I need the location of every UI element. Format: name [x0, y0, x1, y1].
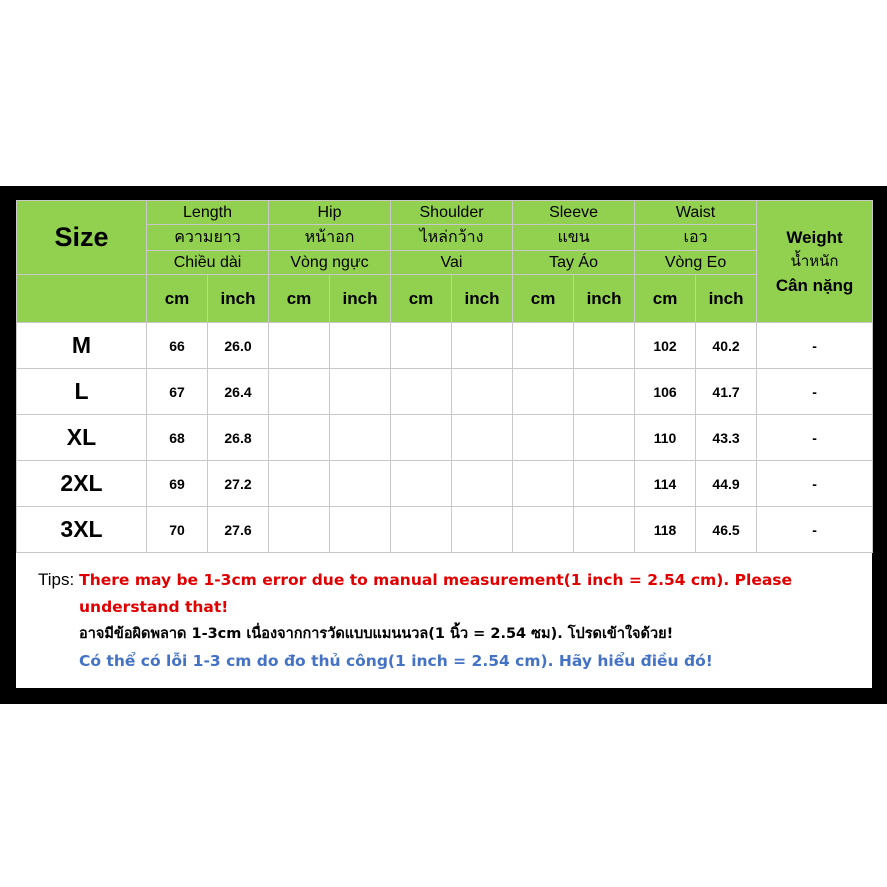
shoulder-inch — [452, 461, 513, 507]
sleeve-cm — [513, 369, 574, 415]
length-cm: 69 — [147, 461, 208, 507]
group-shoulder-th: ไหล่กว้าง — [391, 225, 513, 251]
shoulder-cm — [391, 323, 452, 369]
weight-header-vi: Cân nặng — [775, 275, 854, 295]
sleeve-inch — [574, 369, 635, 415]
hip-inch — [330, 461, 391, 507]
weight-value: - — [757, 323, 873, 369]
tips-en — [38, 566, 858, 594]
group-hip-vi: Vòng ngực — [269, 251, 391, 275]
shoulder-cm — [391, 415, 452, 461]
group-waist-vi: Vòng Eo — [635, 251, 757, 275]
waist-inch: 40.2 — [696, 323, 757, 369]
waist-cm: 114 — [635, 461, 696, 507]
tips-label: Tips: — [38, 570, 75, 589]
table-row — [17, 461, 873, 507]
weight-value: - — [757, 369, 873, 415]
unit-cm: cm — [269, 275, 330, 323]
shoulder-inch — [452, 415, 513, 461]
waist-cm: 118 — [635, 507, 696, 553]
sleeve-cm — [513, 323, 574, 369]
tips-en-line2: understand that! — [79, 598, 229, 616]
waist-cm: 106 — [635, 369, 696, 415]
hip-cm — [269, 369, 330, 415]
unit-cm: cm — [513, 275, 574, 323]
hip-inch — [330, 323, 391, 369]
group-length-th: ความยาว — [147, 225, 269, 251]
tips-th: อาจมีข้อผิดพลาด 1-3cm เนื่องจากการวัดแบบแมนนวล(1 นิ้ว = 2.54 ซม). โปรดเข้าใจด้วย! — [79, 626, 674, 642]
weight-value: - — [757, 461, 873, 507]
waist-cm: 110 — [635, 415, 696, 461]
row-size: 2XL — [17, 461, 147, 507]
group-shoulder-vi: Vai — [391, 251, 513, 275]
shoulder-inch — [452, 323, 513, 369]
sleeve-cm — [513, 415, 574, 461]
sleeve-cm — [513, 507, 574, 553]
sleeve-inch — [574, 507, 635, 553]
row-size: XL — [17, 415, 147, 461]
group-hip-en: Hip — [269, 201, 391, 225]
size-header-spacer — [17, 275, 147, 323]
row-size: M — [17, 323, 147, 369]
length-cm: 66 — [147, 323, 208, 369]
hip-cm — [269, 461, 330, 507]
table-row — [17, 369, 873, 415]
unit-cm: cm — [147, 275, 208, 323]
group-length-en: Length — [147, 201, 269, 225]
group-waist-th: เอว — [635, 225, 757, 251]
waist-inch: 41.7 — [696, 369, 757, 415]
length-inch: 27.6 — [208, 507, 269, 553]
hip-inch — [330, 415, 391, 461]
tips-en-line1: There may be 1-3cm error due to manual measurement(1 inch = 2.54 cm). Please — [79, 571, 793, 589]
unit-inch: inch — [208, 275, 269, 323]
shoulder-inch — [452, 369, 513, 415]
sleeve-inch — [574, 323, 635, 369]
table-row — [17, 323, 873, 369]
table-row — [17, 415, 873, 461]
weight-header — [757, 201, 873, 323]
group-sleeve-en: Sleeve — [513, 201, 635, 225]
shoulder-cm — [391, 461, 452, 507]
size-chart-table — [16, 200, 873, 553]
waist-inch: 46.5 — [696, 507, 757, 553]
unit-cm: cm — [391, 275, 452, 323]
hip-cm — [269, 323, 330, 369]
unit-inch: inch — [330, 275, 391, 323]
group-shoulder-en: Shoulder — [391, 201, 513, 225]
waist-cm: 102 — [635, 323, 696, 369]
weight-header-th: น้ำหนัก — [790, 252, 839, 270]
waist-inch: 43.3 — [696, 415, 757, 461]
length-inch: 26.0 — [208, 323, 269, 369]
row-size: 3XL — [17, 507, 147, 553]
weight-value: - — [757, 507, 873, 553]
unit-inch: inch — [574, 275, 635, 323]
waist-inch: 44.9 — [696, 461, 757, 507]
weight-value: - — [757, 415, 873, 461]
shoulder-cm — [391, 369, 452, 415]
sleeve-inch — [574, 415, 635, 461]
length-cm: 70 — [147, 507, 208, 553]
hip-inch — [330, 369, 391, 415]
weight-header-en: Weight — [786, 227, 843, 247]
hip-inch — [330, 507, 391, 553]
table-row — [17, 507, 873, 553]
group-sleeve-th: แขน — [513, 225, 635, 251]
group-hip-th: หน้าอก — [269, 225, 391, 251]
group-length-vi: Chiều dài — [147, 251, 269, 275]
shoulder-inch — [452, 507, 513, 553]
unit-inch: inch — [452, 275, 513, 323]
length-inch: 27.2 — [208, 461, 269, 507]
hip-cm — [269, 507, 330, 553]
tips-section — [38, 566, 858, 675]
length-inch: 26.8 — [208, 415, 269, 461]
sleeve-cm — [513, 461, 574, 507]
hip-cm — [269, 415, 330, 461]
group-waist-en: Waist — [635, 201, 757, 225]
row-size: L — [17, 369, 147, 415]
tips-vi: Có thể có lỗi 1-3 cm do đo thủ công(1 inch = 2.54 cm). Hãy hiểu điều đó! — [79, 652, 713, 670]
size-header: Size — [17, 201, 147, 275]
length-cm: 68 — [147, 415, 208, 461]
length-inch: 26.4 — [208, 369, 269, 415]
group-sleeve-vi: Tay Áo — [513, 251, 635, 275]
unit-cm: cm — [635, 275, 696, 323]
unit-inch: inch — [696, 275, 757, 323]
length-cm: 67 — [147, 369, 208, 415]
shoulder-cm — [391, 507, 452, 553]
sleeve-inch — [574, 461, 635, 507]
